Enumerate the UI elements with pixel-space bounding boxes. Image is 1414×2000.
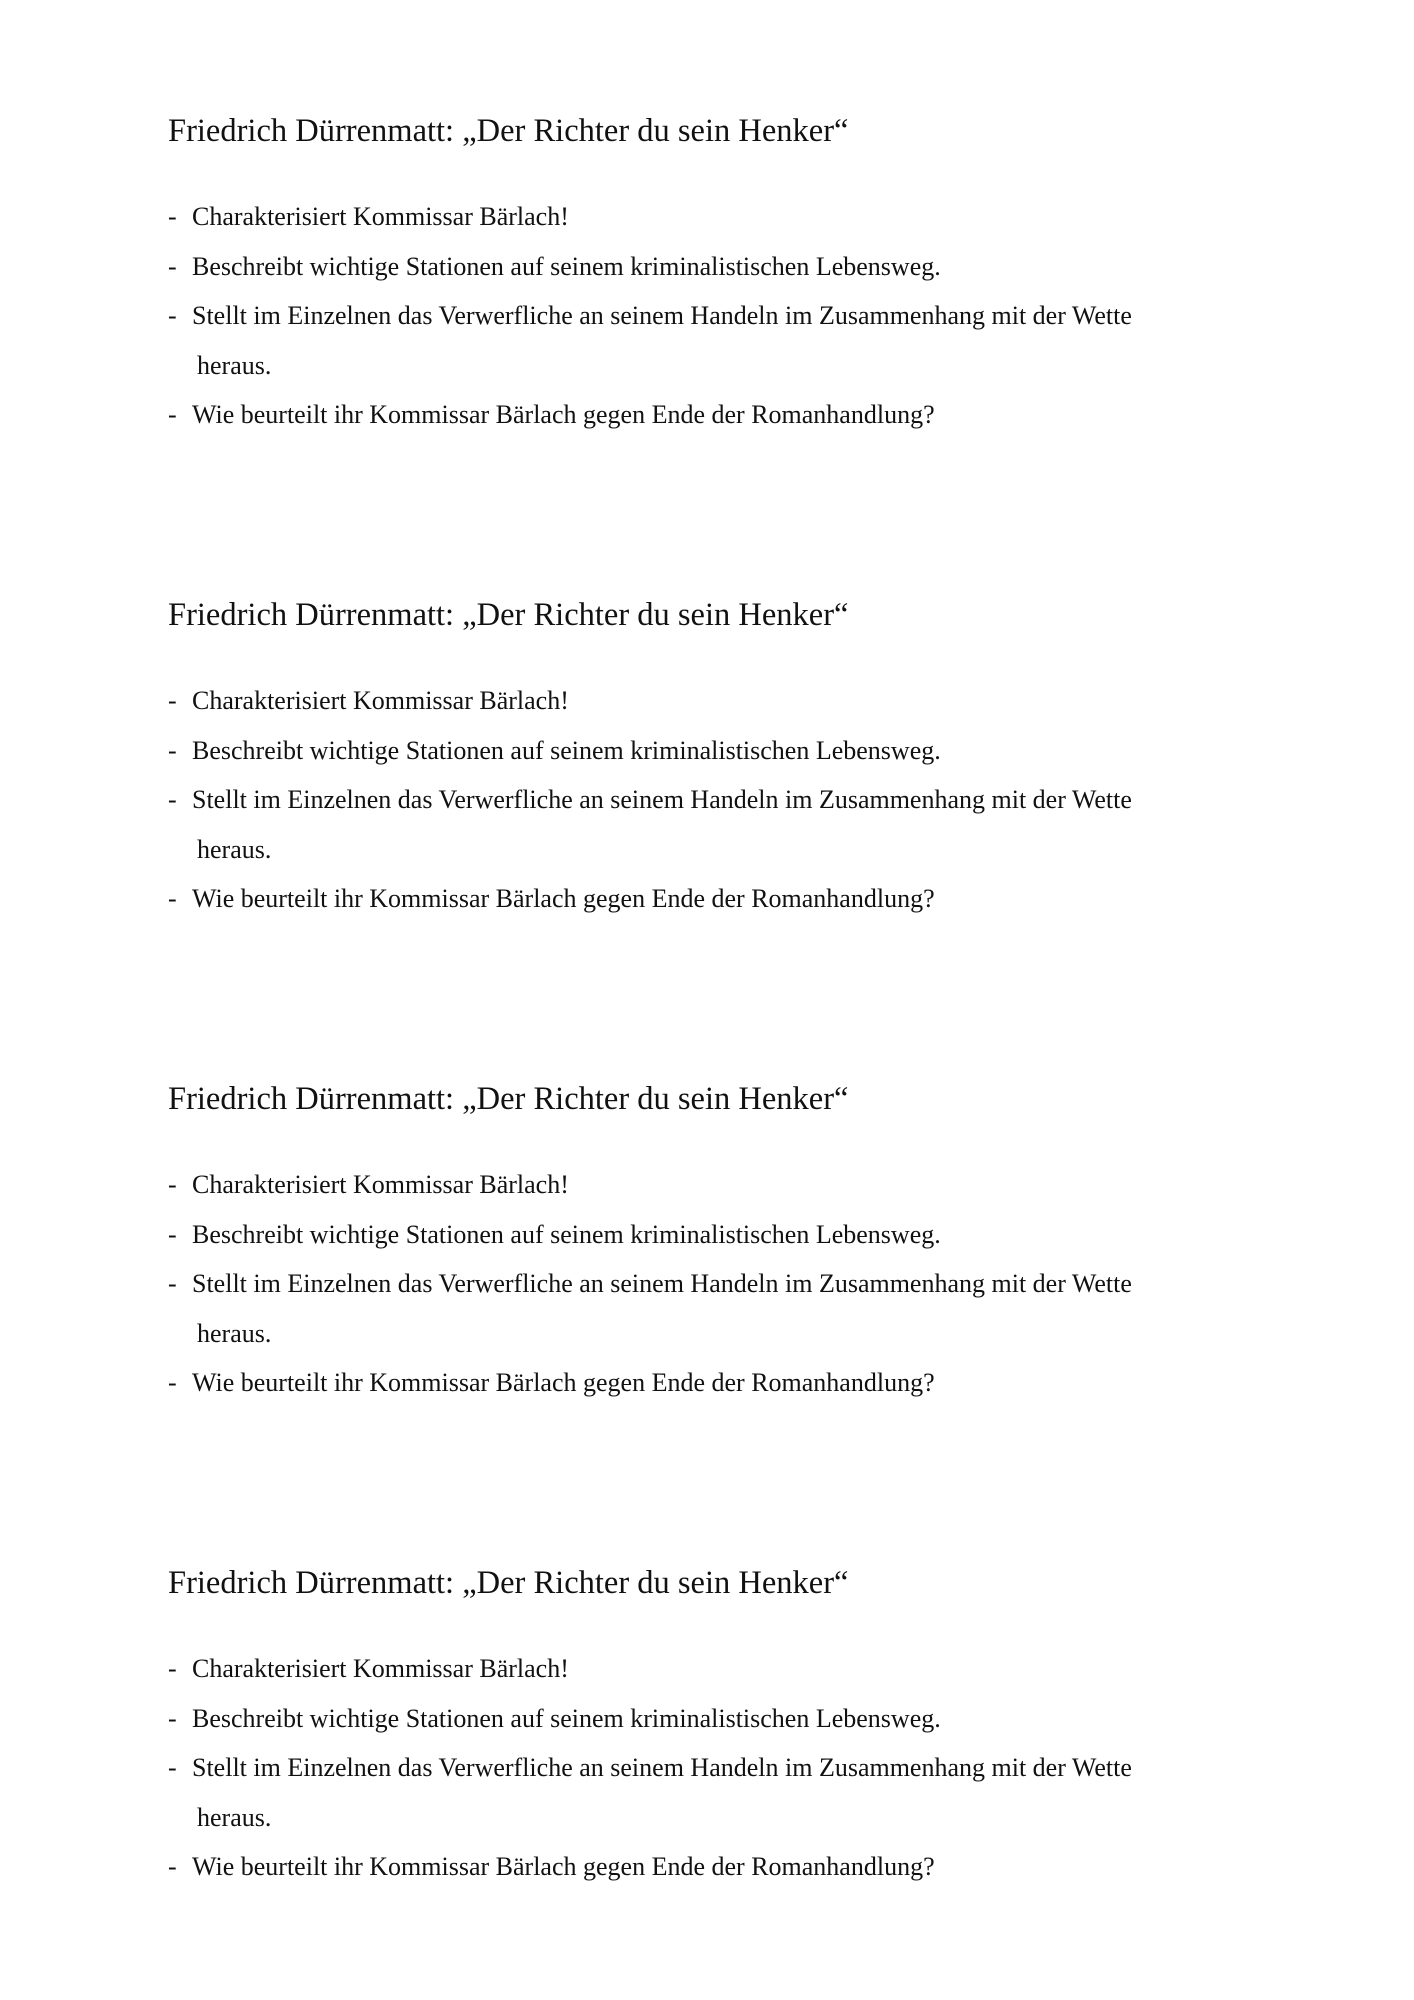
task-item xyxy=(168,676,1278,726)
task-item xyxy=(168,291,1278,390)
dash-marker: - xyxy=(168,251,177,281)
task-section xyxy=(168,110,1278,440)
task-text: Charakterisiert Kommissar Bärlach! xyxy=(192,686,569,715)
task-section xyxy=(168,594,1278,924)
dash-marker: - xyxy=(168,1654,177,1683)
task-section xyxy=(168,1562,1278,1892)
task-text-continuation: heraus. xyxy=(197,834,272,864)
task-text: Wie beurteilt ihr Kommissar Bärlach gegen Ende der Romanhandlung? xyxy=(192,1368,935,1397)
task-text-continuation: heraus. xyxy=(197,350,272,380)
task-item xyxy=(168,1259,1278,1358)
section-title: Friedrich Dürrenmatt: „Der Richter du sein Henker“ xyxy=(168,113,849,149)
dash-marker: - xyxy=(168,1269,177,1298)
task-list xyxy=(168,676,1278,924)
task-item xyxy=(168,1160,1278,1210)
task-text: Beschreibt wichtige Stationen auf seinem kriminalistischen Lebensweg. xyxy=(192,1219,941,1249)
task-text: Charakterisiert Kommissar Bärlach! xyxy=(192,1170,569,1199)
task-text-continuation: heraus. xyxy=(197,1802,272,1832)
task-text: Beschreibt wichtige Stationen auf seinem kriminalistischen Lebensweg. xyxy=(192,735,941,765)
section-title: Friedrich Dürrenmatt: „Der Richter du sein Henker“ xyxy=(168,1565,849,1601)
task-item xyxy=(168,1842,1278,1892)
task-text: Charakterisiert Kommissar Bärlach! xyxy=(192,202,569,231)
task-list xyxy=(168,192,1278,440)
task-text: Beschreibt wichtige Stationen auf seinem kriminalistischen Lebensweg. xyxy=(192,1703,941,1733)
task-item xyxy=(168,1210,1278,1260)
task-item xyxy=(168,775,1278,874)
task-item xyxy=(168,1644,1278,1694)
task-text-continuation: heraus. xyxy=(197,1318,272,1348)
task-item xyxy=(168,242,1278,292)
dash-marker: - xyxy=(168,1852,177,1881)
task-text: Stellt im Einzelnen das Verwerfliche an seinem Handeln im Zusammenhang mit der Wette xyxy=(192,1269,1132,1298)
dash-marker: - xyxy=(168,1170,177,1199)
dash-marker: - xyxy=(168,202,177,231)
dash-marker: - xyxy=(168,1703,177,1733)
section-title: Friedrich Dürrenmatt: „Der Richter du sein Henker“ xyxy=(168,1081,849,1117)
task-list xyxy=(168,1160,1278,1408)
task-text: Charakterisiert Kommissar Bärlach! xyxy=(192,1654,569,1683)
task-text: Stellt im Einzelnen das Verwerfliche an seinem Handeln im Zusammenhang mit der Wette xyxy=(192,785,1132,814)
section-title: Friedrich Dürrenmatt: „Der Richter du sein Henker“ xyxy=(168,597,849,633)
task-item xyxy=(168,874,1278,924)
dash-marker: - xyxy=(168,400,177,429)
dash-marker: - xyxy=(168,1219,177,1249)
task-list xyxy=(168,1644,1278,1892)
dash-marker: - xyxy=(168,301,177,330)
task-text: Wie beurteilt ihr Kommissar Bärlach gegen Ende der Romanhandlung? xyxy=(192,1852,935,1881)
task-item xyxy=(168,726,1278,776)
task-item xyxy=(168,1358,1278,1408)
task-section xyxy=(168,1078,1278,1408)
dash-marker: - xyxy=(168,1753,177,1782)
task-text: Beschreibt wichtige Stationen auf seinem kriminalistischen Lebensweg. xyxy=(192,251,941,281)
task-item xyxy=(168,192,1278,242)
task-item xyxy=(168,1743,1278,1842)
dash-marker: - xyxy=(168,884,177,913)
dash-marker: - xyxy=(168,785,177,814)
task-item xyxy=(168,390,1278,440)
dash-marker: - xyxy=(168,1368,177,1397)
task-text: Stellt im Einzelnen das Verwerfliche an seinem Handeln im Zusammenhang mit der Wette xyxy=(192,1753,1132,1782)
task-item xyxy=(168,1694,1278,1744)
task-text: Wie beurteilt ihr Kommissar Bärlach gegen Ende der Romanhandlung? xyxy=(192,884,935,913)
dash-marker: - xyxy=(168,686,177,715)
task-text: Wie beurteilt ihr Kommissar Bärlach gegen Ende der Romanhandlung? xyxy=(192,400,935,429)
dash-marker: - xyxy=(168,735,177,765)
task-text: Stellt im Einzelnen das Verwerfliche an seinem Handeln im Zusammenhang mit der Wette xyxy=(192,301,1132,330)
